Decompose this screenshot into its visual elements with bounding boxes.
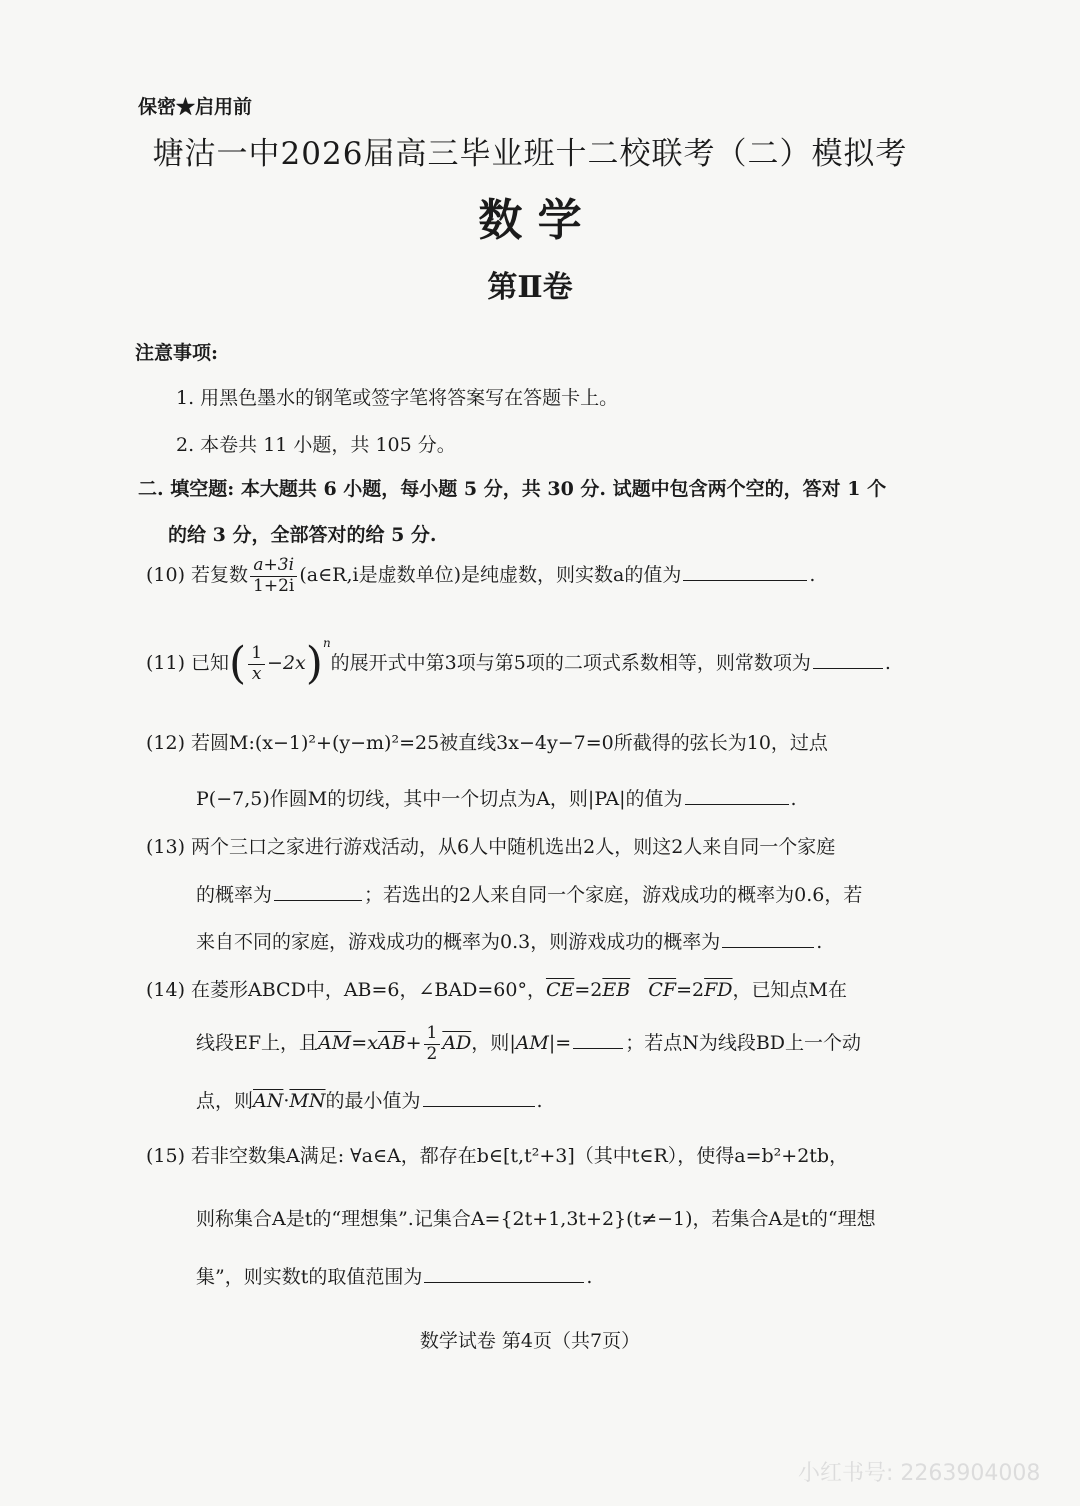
vector-ad: $\overline{AD}$ bbox=[442, 1032, 472, 1055]
q15-line2: 则称集合A是t的“理想集”.记集合A={2t+1,3t+2}(t≠−1)，若集合A是t的“理想 bbox=[196, 1208, 876, 1230]
answer-blank[interactable] bbox=[813, 650, 883, 669]
q11-exponent: n bbox=[322, 636, 331, 650]
q14-half bbox=[424, 1024, 441, 1064]
q14-line2c: ；若点N为线段BD上一个动 bbox=[625, 1032, 862, 1055]
question-15-cont bbox=[196, 1204, 876, 1231]
question-number: (11) bbox=[146, 652, 186, 674]
question-14-cont bbox=[196, 1024, 861, 1064]
question-number: (14) bbox=[146, 979, 186, 1001]
vector-an: $\overline{AN}$ bbox=[253, 1090, 284, 1112]
q14-line1a: 在菱形ABCD中，AB=6，∠BAD=60°， bbox=[191, 979, 546, 1001]
q11-frac-top: 1 bbox=[248, 644, 265, 665]
question-12 bbox=[146, 728, 828, 755]
q10-cond: (a∈R,i是虚数单位)是纯虚数，则实数a的值为 bbox=[299, 564, 682, 587]
question-13-cont bbox=[196, 880, 862, 907]
q10-fraction bbox=[250, 556, 297, 596]
right-paren: ) bbox=[305, 638, 323, 690]
question-15 bbox=[146, 1141, 848, 1168]
q14-half-top: 1 bbox=[424, 1024, 441, 1045]
note-item-1: 1. 用黑色墨水的钢笔或签字笔将答案写在答题卡上。 bbox=[176, 387, 619, 409]
q14-eq4: = bbox=[555, 1032, 572, 1055]
q12-line2: P(−7,5)作圆M的切线，其中一个切点为A，则|PA|的值为 bbox=[196, 788, 683, 810]
question-number: (10) bbox=[146, 564, 186, 587]
q14-line2b: ，则 bbox=[471, 1032, 510, 1055]
q10-frac-top: a+3i bbox=[250, 556, 297, 577]
q13-line2b: ；若选出的2人来自同一个家庭，游戏成功的概率为0.6，若 bbox=[364, 884, 863, 906]
q15-end: . bbox=[586, 1266, 593, 1288]
q14-eq3: =x bbox=[351, 1032, 378, 1055]
q10-pre: 若复数 bbox=[191, 564, 249, 587]
question-number: (12) bbox=[146, 732, 186, 754]
q11-fraction bbox=[248, 644, 265, 684]
note-item-2: 2. 本卷共 11 小题，共 105 分。 bbox=[176, 434, 456, 456]
q13-line1: 两个三口之家进行游戏活动，从6人中随机选出2人，则这2人来自同一个家庭 bbox=[191, 836, 836, 858]
question-10 bbox=[146, 556, 815, 596]
question-12-cont bbox=[196, 784, 797, 811]
watermark: 小红书号: 2263904008 bbox=[798, 1461, 1041, 1486]
answer-blank[interactable] bbox=[685, 786, 789, 805]
q11-end: . bbox=[884, 652, 891, 674]
vector-am: $\overline{AM}$ bbox=[318, 1032, 352, 1055]
q14-dot: · bbox=[283, 1090, 290, 1112]
answer-blank[interactable] bbox=[573, 1030, 623, 1049]
answer-blank[interactable] bbox=[423, 1088, 535, 1107]
exam-title: 塘沽一中2026届高三毕业班十二校联考（二）模拟考 bbox=[152, 136, 908, 172]
vector-ce: $\overline{CE}$ bbox=[545, 979, 575, 1001]
question-number: (13) bbox=[146, 836, 186, 858]
q14-line1b: ，已知点M在 bbox=[732, 979, 847, 1001]
q12-end: . bbox=[790, 788, 797, 810]
vector-fd: $\overline{FD}$ bbox=[704, 979, 733, 1001]
q11-text: 的展开式中第3项与第5项的二项式系数相等，则常数项为 bbox=[330, 652, 811, 674]
q11-frac-bot: x bbox=[251, 663, 262, 684]
vector-eb: $\overline{EB}$ bbox=[602, 979, 631, 1001]
question-13-cont2 bbox=[196, 927, 822, 954]
answer-blank[interactable] bbox=[274, 882, 362, 901]
q14-line2a: 线段EF上，且 bbox=[196, 1032, 319, 1055]
question-14-cont2 bbox=[196, 1086, 543, 1113]
q13-line2a: 的概率为 bbox=[196, 884, 273, 906]
page-footer: 数学试卷 第4页（共7页） bbox=[419, 1330, 641, 1352]
vector-mn: $\overline{MN}$ bbox=[289, 1090, 326, 1112]
vector-ab: $\overline{AB}$ bbox=[377, 1032, 406, 1055]
confidential-label: 保密★启用前 bbox=[138, 96, 253, 118]
q10-frac-bot: 1+2i bbox=[253, 575, 295, 596]
q12-line1: 若圆M:(x−1)²+(y−m)²=25被直线3x−4y−7=0所截得的弦长为10，过点 bbox=[191, 732, 828, 754]
question-13 bbox=[146, 832, 835, 859]
vector-cf: $\overline{CF}$ bbox=[648, 979, 677, 1001]
q15-line1: 若非空数集A满足: ∀a∈A，都存在b∈[t,t²+3]（其中t∈R），使得a=b²+2tb， bbox=[191, 1145, 849, 1167]
notes-heading: 注意事项: bbox=[135, 342, 219, 364]
question-14 bbox=[146, 975, 847, 1002]
q11-mid: −2x bbox=[267, 652, 306, 674]
q14-half-bot: 2 bbox=[426, 1043, 438, 1064]
question-11 bbox=[146, 636, 891, 690]
question-number: (15) bbox=[146, 1145, 186, 1167]
q14-eq2: =2 bbox=[676, 979, 705, 1001]
q14-end: . bbox=[536, 1090, 543, 1112]
left-paren: ( bbox=[229, 638, 247, 690]
subject-title: 数 学 bbox=[478, 195, 582, 246]
section-heading-cont: 的给 3 分，全部答对的给 5 分. bbox=[168, 524, 437, 546]
q14-plus: + bbox=[405, 1032, 422, 1055]
abs-am: |AM| bbox=[509, 1032, 556, 1055]
q13-end: . bbox=[816, 931, 823, 953]
q11-pre: 已知 bbox=[191, 652, 230, 674]
answer-blank[interactable] bbox=[683, 562, 807, 581]
q15-line3: 集”，则实数t的取值范围为 bbox=[196, 1266, 423, 1288]
q14-eq1: =2 bbox=[574, 979, 603, 1001]
q10-end: . bbox=[809, 564, 816, 587]
volume-title: 第Ⅱ卷 bbox=[487, 270, 573, 305]
question-15-cont2 bbox=[196, 1262, 592, 1289]
section-heading: 二. 填空题: 本大题共 6 小题，每小题 5 分，共 30 分. 试题中包含两个空的，答对 1 个 bbox=[138, 478, 887, 500]
answer-blank[interactable] bbox=[424, 1264, 584, 1283]
q14-line3a: 点，则 bbox=[196, 1090, 254, 1112]
q13-line3: 来自不同的家庭，游戏成功的概率为0.3，则游戏成功的概率为 bbox=[196, 931, 721, 953]
q14-line3b: 的最小值为 bbox=[325, 1090, 421, 1112]
answer-blank[interactable] bbox=[722, 929, 814, 948]
